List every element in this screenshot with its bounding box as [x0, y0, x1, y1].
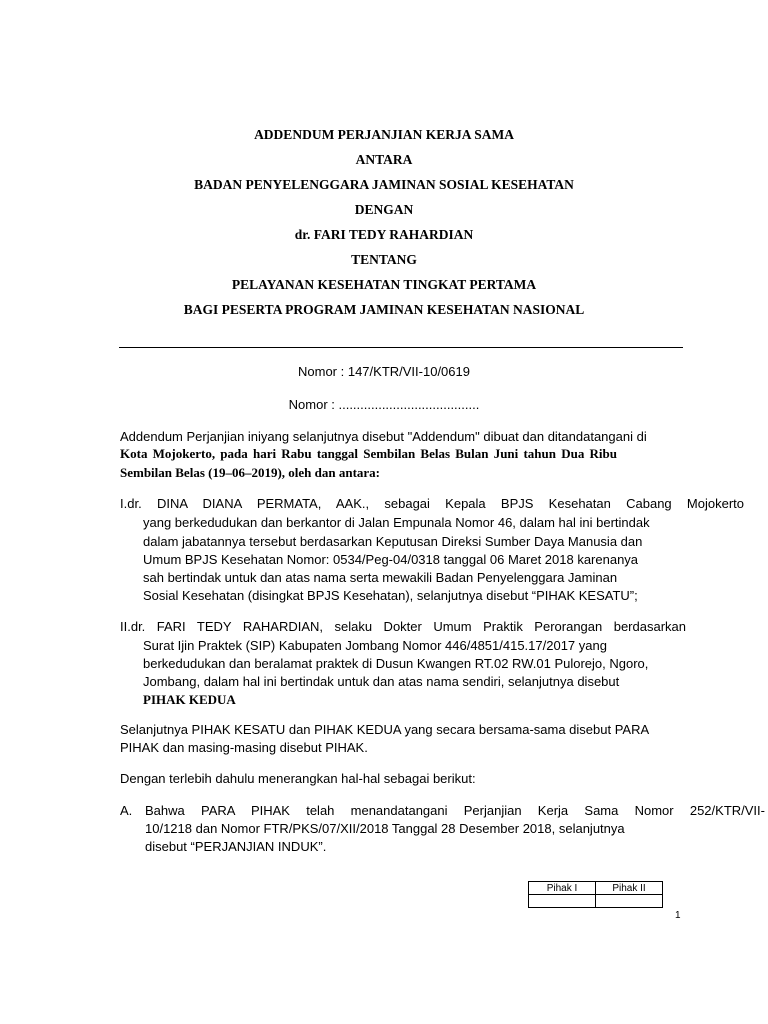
party2-line-2: Surat Ijin Praktek (SIP) Kabupaten Jombang Nomor 446/4851/415.17/2017 yang — [143, 638, 607, 653]
title-line-7: PELAYANAN KESEHATAN TINGKAT PERTAMA — [231, 277, 537, 292]
party1-line-4: Umum BPJS Kesehatan Nomor: 0534/Peg-04/0318 tanggal 06 Maret 2018 karenanya — [143, 552, 639, 567]
party2-line-1: II.dr. FARI TEDY RAHARDIAN, selaku Dokter Umum Praktik Perorangan berdasarkan — [120, 619, 686, 634]
para-pihak-line-1: Selanjutnya PIHAK KESATU dan PIHAK KEDUA yang secara bersama-sama disebut PARA — [120, 722, 650, 737]
intro-line-1: Addendum Perjanjian iniyang selanjutnya disebut "Addendum" dibuat dan ditandatangani di — [120, 429, 647, 444]
initials-cell-pihak-1 — [529, 895, 596, 908]
party1-line-5: sah bertindak untuk dan atas nama serta mewakili Badan Penyelenggara Jaminan — [143, 570, 618, 585]
party2-line-3: berkedudukan dan beralamat praktek di Dusun Kwangen RT.02 RW.01 Pulorejo, Ngoro, — [143, 656, 649, 671]
nomor-second: Nomor : ....................................... — [288, 397, 480, 412]
intro-line-2: Kota Mojokerto, pada hari Rabu tanggal Sembilan Belas Bulan Juni tahun Dua Ribu — [120, 446, 617, 461]
nomor-first: Nomor : 147/KTR/VII-10/0619 — [298, 364, 470, 379]
initials-cell-pihak-2 — [596, 895, 663, 908]
initials-header-pihak-1: Pihak I — [529, 882, 596, 895]
point-a-line-3: disebut “PERJANJIAN INDUK”. — [145, 839, 327, 854]
point-a-line-1: Bahwa PARA PIHAK telah menandatangani Perjanjian Kerja Sama Nomor 252/KTR/VII- — [145, 803, 765, 818]
title-line-3: BADAN PENYELENGGARA JAMINAN SOSIAL KESEHATAN — [194, 177, 574, 192]
initials-header-pihak-2: Pihak II — [596, 882, 663, 895]
title-line-4: DENGAN — [354, 202, 414, 217]
title-line-5: dr. FARI TEDY RAHARDIAN — [294, 227, 474, 242]
initials-table — [528, 881, 663, 908]
title-line-8: BAGI PESERTA PROGRAM JAMINAN KESEHATAN NASIONAL — [183, 302, 585, 317]
party1-line-1: I.dr. DINA DIANA PERMATA, AAK., sebagai Kepala BPJS Kesehatan Cabang Mojokerto — [120, 496, 744, 511]
title-line-6: TENTANG — [351, 252, 417, 267]
point-a-marker: A. — [120, 803, 133, 818]
intro-line-3: Sembilan Belas (19–06–2019), oleh dan antara: — [120, 465, 381, 480]
party2-line-4: Jombang, dalam hal ini bertindak untuk dan atas nama sendiri, selanjutnya disebut — [143, 674, 620, 689]
title-divider — [119, 347, 683, 348]
para-pihak-line-2: PIHAK dan masing-masing disebut PIHAK. — [120, 740, 368, 755]
party1-line-6: Sosial Kesehatan (disingkat BPJS Kesehatan), selanjutnya disebut “PIHAK KESATU”; — [143, 588, 638, 603]
title-line-1: ADDENDUM PERJANJIAN KERJA SAMA — [254, 127, 514, 142]
party1-line-2: yang berkedudukan dan berkantor di Jalan Empunala Nomor 46, dalam hal ini bertindak — [143, 515, 650, 530]
title-line-2: ANTARA — [355, 152, 413, 167]
party2-line-5: PIHAK KEDUA — [143, 692, 236, 707]
page-number: 1 — [675, 910, 681, 921]
party1-line-3: dalam jabatannya tersebut berdasarkan Keputusan Direksi Sumber Daya Manusia dan — [143, 534, 643, 549]
preface-text: Dengan terlebih dahulu menerangkan hal-hal sebagai berikut: — [120, 771, 476, 786]
point-a-line-2: 10/1218 dan Nomor FTR/PKS/07/XII/2018 Tanggal 28 Desember 2018, selanjutnya — [145, 821, 625, 836]
